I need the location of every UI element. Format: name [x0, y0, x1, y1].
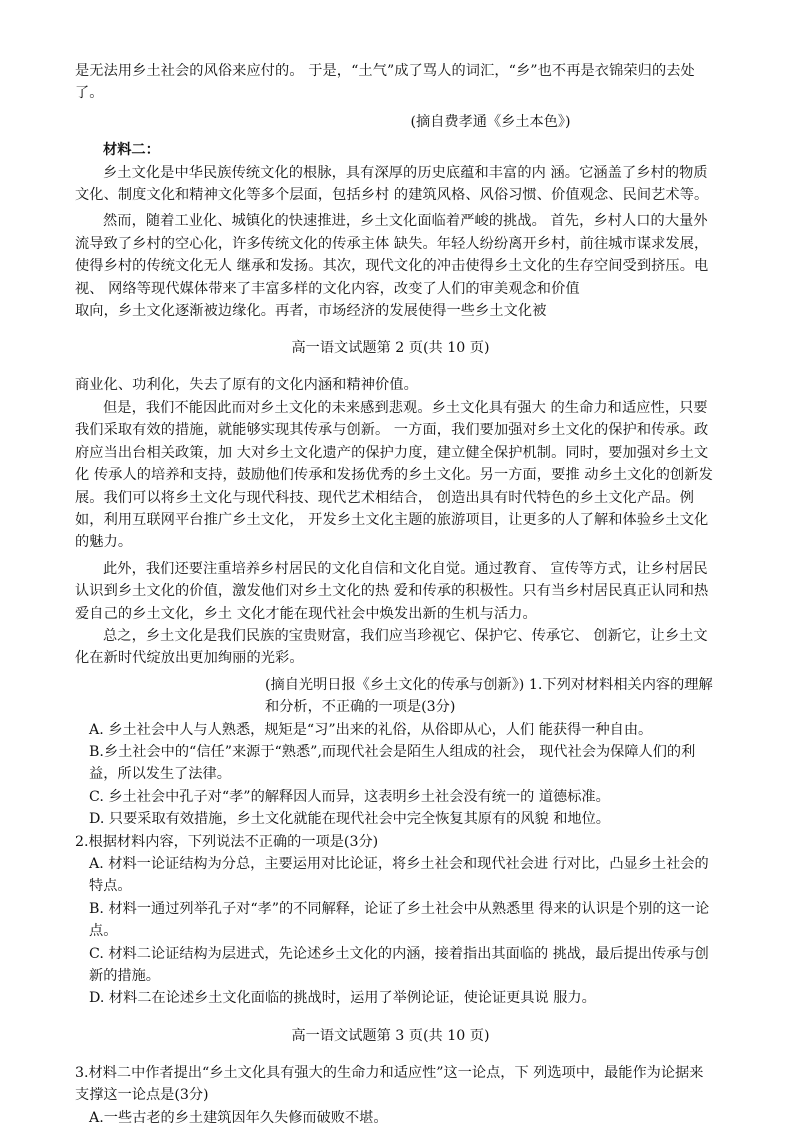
question-3: 3.材料二中作者提出“乡土文化具有强大的生命力和适应性”这一论点，下 列选项中，最能作为论据来支撑这一论点是(3分) — [75, 1064, 704, 1104]
paragraph-4: 商业化、功利化，失去了原有的文化内涵和精神价值。 — [75, 377, 418, 394]
question-2-option-a: A. 材料一论证结构为分总，主要运用对比论证，将乡土社会和现代社会进 行对比，凸显乡土社会的特点。 — [89, 856, 709, 895]
source-citation-1: (摘自费孝通《乡土本色》) — [410, 113, 571, 130]
question-2-option-b: B. 材料一通过列举孔子对“孝”的不同解释，论证了乡土社会中从熟悉里 得来的认识是个别的这一论点。 — [89, 900, 710, 940]
paragraph-6: 此外，我们还要注重培养乡村居民的文化自信和文化自觉。通过教育、 宣传等方式，让乡村居民认识到乡土文化的价值，激发他们对乡土文化的热 爱和传承的积极性。只有当乡村居民真正认同和热爱自己的乡土文化，乡土 文化才能在现代社会中焕发出新的生机与活力。 — [75, 560, 709, 622]
paragraph-2: 乡土文化是中华民族传统文化的根脉，具有深厚的历史底蕴和丰富的内 涵。它涵盖了乡村的物质文化、制度文化和精神文化等多个层面，包括乡村 的建筑风格、风俗习惯、价值观念、民间艺术等。 — [75, 164, 709, 204]
paragraph-3: 然而，随着工业化、城镇化的快速推进，乡土文化面临着严峻的挑战。 首先，乡村人口的大量外流导致了乡村的空心化，许多传统文化的传承主体 缺失。年轻人纷纷离开乡村，前往城市谋求发展，使得乡村的传统文化无人 继承和发扬。其次，现代文化的冲击使得乡土文化的生存空间受到挤压。电视、 网络等现代媒体带来了丰富多样的文化内容，改变了人们的审美观念和价值 — [75, 213, 709, 297]
page-footer-2: 高一语文试题第 2 页(共 10 页) — [291, 340, 490, 357]
question-2-option-d: D. 材料二在论述乡土文化面临的挑战时，运用了举例论证，使论证更具说 服力。 — [89, 990, 596, 1007]
paragraph-3-continued: 取向，乡土文化逐渐被边缘化。再者，市场经济的发展使得一些乡土文化被 — [75, 303, 547, 320]
paragraph-1: 是无法用乡土社会的风俗来应付的。 于是，“土气”成了骂人的词汇，“乡”也不再是衣锦荣归的去处了。 — [75, 63, 695, 102]
question-3-option-a: A.一些古老的乡土建筑因年久失修而破败不堪。 — [89, 1109, 388, 1126]
question-1-option-d: D. 只要采取有效措施，乡土文化就能在现代社会中完全恢复其原有的风貌 和地位。 — [89, 811, 610, 828]
paragraph-5: 但是，我们不能因此而对乡土文化的未来感到悲观。乡土文化具有强大 的生命力和适应性，只要我们采取有效的措施，就能够实现其传承与创新。 一方面，我们要加强对乡土文化的保护和传承。政府应当出台相关政策，加 大对乡土文化遗产的保护力度，建立健全保护机制。同时，要加强对乡土文化 传承人的培养和支持，鼓励他们传承和发扬优秀的乡土文化。另一方面，要推 动乡土文化的创新发展。我们可以将乡土文化与现代科技、现代艺术相结合， 创造出具有时代特色的乡土文化产品。例如，利用互联网平台推广乡土文化， 开发乡土文化主题的旅游项目，让更多的人了解和体验乡土文化的魅力。 — [75, 399, 713, 551]
material-2-title: 材料二： — [103, 142, 160, 159]
source-citation-2-and-question-1: (摘自光明日报《乡土文化的传承与创新》) 1.下列对材料相关内容的理解和分析，不正确的一项是(3分) — [265, 676, 713, 716]
paragraph-7: 总之，乡土文化是我们民族的宝贵财富，我们应当珍视它、保护它、传承它、 创新它，让乡土文化在新时代绽放出更加绚丽的光彩。 — [75, 627, 708, 667]
page-footer-3: 高一语文试题第 3 页(共 10 页) — [291, 1027, 490, 1044]
question-2-option-c: C. 材料二论证结构为层进式，先论述乡土文化的内涵，接着指出其面临的 挑战，最后提出传承与创新的措施。 — [89, 945, 709, 985]
question-2: 2.根据材料内容，下列说法不正确的一项是(3分) — [75, 833, 379, 850]
question-1-option-b: B.乡土社会中的“信任”来源于“熟悉”,而现代社会是陌生人组成的社会， 现代社会为保障人们的利益，所以发生了法律。 — [89, 743, 696, 783]
question-1-option-a: A. 乡土社会中人与人熟悉，规矩是“习”出来的礼俗，从俗即从心，人们 能获得一种自由。 — [89, 721, 653, 738]
question-1-option-c: C. 乡土社会中孔子对“孝”的解释因人而异，这表明乡土社会没有统一的 道德标准。 — [89, 788, 610, 805]
